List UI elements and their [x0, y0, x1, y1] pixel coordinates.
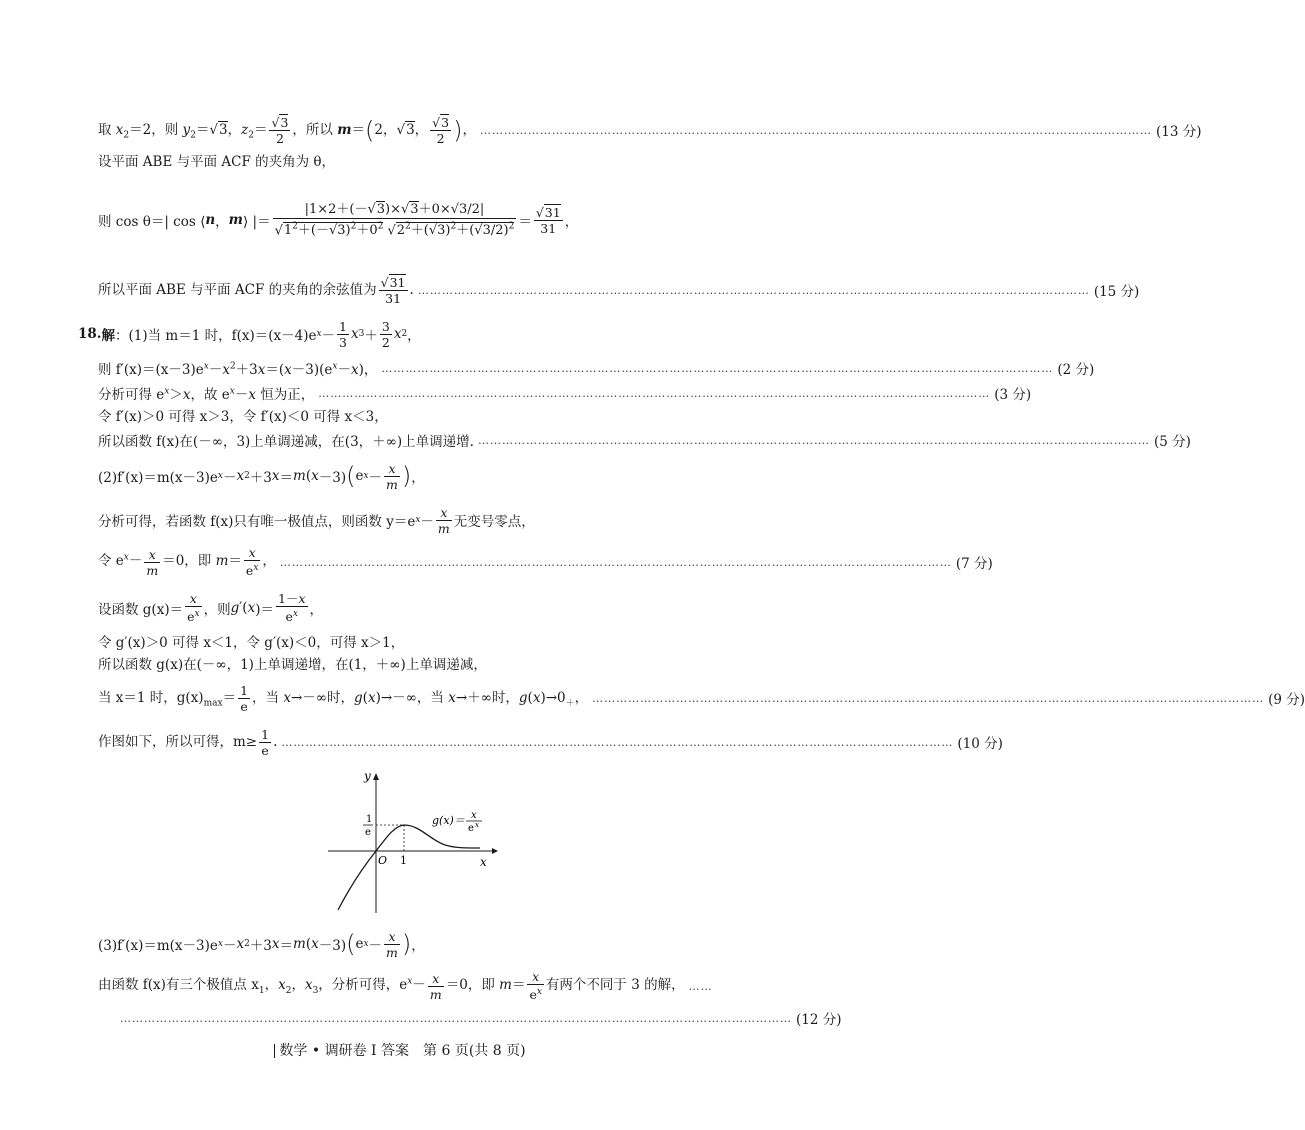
fraction: $\frac{x}{e^x}$ — [245, 545, 259, 579]
score-3: (3 分) — [994, 387, 1032, 403]
line-part3-derivative: (3)f′(x)＝m(x－3)e x － x 2 ＋3 x ＝ m ( x －3) ( e x － $\frac{x}{m}$ ) ， — [98, 928, 425, 960]
fraction: $\frac{√31}{31}$ — [380, 274, 406, 306]
function-graph — [320, 768, 500, 918]
line-cos-formula: 则 cos θ＝| cos ⟨ n ， m ⟩ |＝ $\frac{|1\times 2+(-√3)\times√3+0\times√3/2|}{√1^2+(-√3)^2+0^2 √2^2+(√3)^2+(√3/2)^2}$ ＝ $\frac{√31}{31}$ ， — [98, 201, 579, 239]
leader-dots-short: …… — [688, 979, 713, 993]
curve-label: g(x)＝ — [432, 814, 465, 827]
line-define-g: 设函数 g(x)＝ $\frac{x}{e^x}$ ，则 g ′( x )＝ $\frac{1-x}{e^x}$ ， — [98, 591, 323, 625]
question-number: 18. — [78, 326, 102, 342]
leader-dots: …………………………………………………………………………………………………………………………………………………… — [279, 555, 952, 569]
line-monotonic: 所以函数 f(x)在(－∞，3)上单调递减，在(3，＋∞)上单调递增. …………………………………………………………………………………………………………………………………………………… (5 分) — [98, 430, 730, 450]
line-coords-m — [98, 114, 1202, 146]
fraction: $\frac{x}{m}$ — [429, 970, 442, 1002]
line-derivative: 则 $f'(x)=(x-3)e^x-x^2+3x=(x-3)(e^x-x)$， …………………………………………………………………………………………………………………………………………………… (2 分) — [98, 358, 730, 378]
fraction: $\frac{x}{m}$ — [386, 928, 398, 960]
line-unique-extremum: 分析可得，若函数 f(x)只有唯一极值点，则函数 y＝e x － $\frac{x}{m}$ 无变号零点， — [98, 504, 535, 536]
score-5: (5 分) — [1153, 434, 1191, 450]
curve-num: x — [471, 810, 477, 821]
score-13: (13 分) — [1155, 124, 1202, 140]
tick-x-1: 1 — [400, 854, 407, 867]
line-angle-theta: 设平面 ABE 与平面 ACF 的夹角为 θ， — [98, 154, 336, 170]
fraction: $\frac{x}{m}$ — [386, 460, 398, 492]
tick-y-den: e — [365, 827, 371, 838]
fraction: $\frac{3}{2}$ — [381, 318, 390, 350]
page-footer — [0, 1040, 800, 1060]
fraction: $\frac{x}{m}$ — [146, 546, 159, 578]
leader-dots: …………………………………………………………………………………………………………………………………………………… — [318, 386, 991, 400]
fraction: $\frac{1}{e}$ — [240, 682, 249, 714]
fraction: $\frac{√3}{2}$ — [432, 114, 450, 146]
leader-dots: …………………………………………………………………………………………………………………………………………………… — [381, 361, 1054, 375]
leader-dots: …………………………………………………………………………………………………………………………………………………… — [592, 691, 1265, 705]
line-three-extrema: 由函数 f(x)有三个极值点 $x_1$，$x_2$，$x_3$，分析可得，$e^x-$ $\frac{x}{m}$ ＝0，即 m＝ $\frac{x}{e^x}$ 有两个不同于 3 的解， …… — [98, 969, 713, 1003]
fraction: $\frac{x}{e^x}$ — [187, 591, 200, 625]
curve-g — [338, 825, 480, 910]
leader-dots: …………………………………………………………………………………………………………………………………………………… — [120, 1011, 792, 1025]
fraction: $\frac{x}{m}$ — [437, 504, 450, 536]
y-axis-arrow — [373, 773, 379, 780]
fraction: $\frac{√3}{2}$ — [271, 114, 289, 146]
leader-dots: …………………………………………………………………………………………………………………………………………………… — [477, 433, 1150, 447]
line-g-max: 当 x＝1 时，$g(x)_{max}=$ $\frac{1}{e}$ ，当 x→－∞时，g(x)→－∞，当 x→＋∞时，$g(x)\to 0_+$， …………………………………………………………………………………………………………………………………………………… (9 分) — [98, 682, 1305, 714]
line-conclusion-m: 作图如下，所以可得，m≥ $\frac{1}{e}$ . …………………………………………………………………………………………………………………………………………………… (10 分) — [98, 726, 1003, 758]
score-10: (10 分) — [957, 736, 1003, 752]
cos-fraction: $\frac{|1\times 2+(-√3)\times√3+0\times√3/2|}{√1^2+(-√3)^2+0^2 √2^2+(√3)^2+(√3/2)^2}$ — [274, 201, 515, 239]
fraction: $\frac{√31}{31}$ — [535, 204, 561, 236]
line-analysis: 分析可得 $e^x>x$，故 $e^x-x$ 恒为正， …………………………………………………………………………………………………………………………………………………… (3 分) — [98, 383, 730, 403]
line-let-zero: 令 $e^x-$ $\frac{x}{m}$ ＝0，即 m＝ $\frac{x}{e^x}$ ， …………………………………………………………………………………………………………………………………………………… (7 分) — [98, 545, 993, 579]
leader-dots: …………………………………………………………………………………………………………………………………………………… — [417, 283, 1090, 297]
line-score-12 — [120, 1008, 842, 1028]
score-7: (7 分) — [955, 556, 993, 572]
fraction: $\frac{x}{e^x}$ — [529, 969, 542, 1003]
leader-dots: …………………………………………………………………………………………………………………………………………………… — [281, 735, 954, 749]
fraction: $\frac{1}{e}$ — [261, 726, 270, 758]
score-12: (12 分) — [796, 1012, 842, 1028]
x-axis-arrow — [492, 848, 498, 854]
text: 取 $x_2=2$，则 $y_2=√3$，$z_2=$ $\frac{√3}{2}$ ，所以 m＝(2，√3， $\frac{√3}{2}$ )， — [98, 114, 476, 146]
x-label: x — [480, 855, 487, 869]
tick-y-num: 1 — [366, 814, 373, 825]
fraction: $\frac{1}{3}$ — [339, 318, 347, 350]
origin-label: O — [378, 854, 388, 867]
score-9: (9 分) — [1268, 692, 1305, 708]
score-15: (15 分) — [1093, 284, 1140, 300]
line-part2-derivative: (2)f′(x)＝m(x－3)e x － x 2 ＋3 x ＝ m ( x －3) ( e x － $\frac{x}{m}$ ) ， — [98, 460, 425, 492]
line-sign: 令 f′(x)＞0 可得 x＞3，令 f′(x)＜0 可得 x＜3， — [98, 409, 388, 425]
footer-text: 数学 • 调研卷 Ⅰ 答案 第 6 页(共 8 页) — [279, 1043, 526, 1059]
score-2: (2 分) — [1057, 362, 1095, 378]
leader-dots: …………………………………………………………………………………………………………………………………………………… — [479, 123, 1152, 137]
footer-bar — [274, 1044, 275, 1058]
y-label: y — [364, 769, 371, 783]
curve-den-sup: x — [475, 821, 479, 829]
line-g-monotonic: 所以函数 g(x)在(－∞，1)上单调递增，在(1，＋∞)上单调递减， — [98, 657, 487, 673]
curve-den: e — [468, 823, 474, 834]
line-g-sign: 令 g′(x)＞0 可得 x＜1，令 g′(x)＜0，可得 x＞1， — [98, 635, 405, 651]
line-q18-part1: 18. 解 ：(1)当 m＝1 时，f(x)＝(x－4)e x － $\frac{1}{3}$ x 3 ＋ $\frac{3}{2}$ x 2 ， — [78, 318, 421, 350]
fraction: $\frac{1-x}{e^x}$ — [277, 591, 306, 625]
line-cos-value: 所以平面 ABE 与平面 ACF 的夹角的余弦值为 $\frac{√31}{31}$ . …………………………………………………………………………………………………………………………………………………… (15 分) — [98, 274, 1140, 306]
